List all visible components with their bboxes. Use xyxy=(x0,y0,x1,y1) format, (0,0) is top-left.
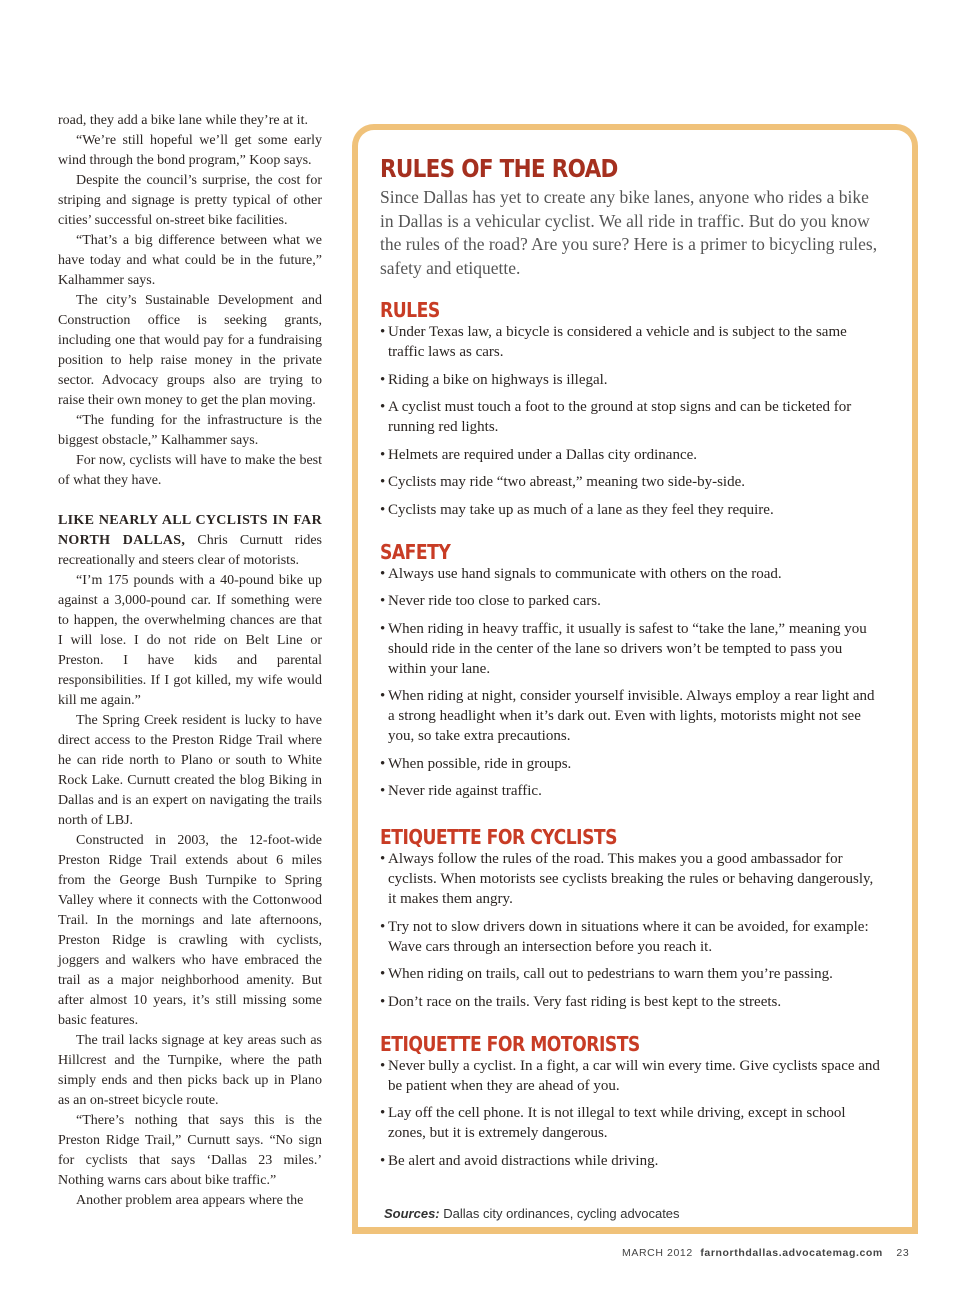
list-item: • Never bully a cyclist. In a fight, a car will win every time. Give cyclists space and be patient when they are ahead of you. xyxy=(380,1057,880,1094)
sidebar-content xyxy=(380,154,880,1178)
article-paragraph: The trail lacks signage at key areas such as Hillcrest and the Turnpike, where the path simply ends and then picks back up in Plano as an on-street bicycle route. xyxy=(58,1033,322,1108)
section-heading: RULES xyxy=(380,298,440,322)
bullet-icon: • xyxy=(380,1152,386,1169)
list-item: • Riding a bike on highways is illegal. xyxy=(380,371,608,388)
list-item: • Cyclists may take up as much of a lane as they feel they require. xyxy=(380,501,774,518)
list-item: • Be alert and avoid distractions while driving. xyxy=(380,1152,659,1169)
list-item: • Cyclists may ride “two abreast,” meaning two side-by-side. xyxy=(380,474,745,490)
section-safety xyxy=(380,540,880,802)
bullet-icon: • xyxy=(380,565,386,582)
page-footer xyxy=(622,1247,909,1259)
article-paragraph: Despite the council’s surprise, the cost for striping and signage is pretty typical of other cities’ successful on-street bike facilities. xyxy=(58,173,322,228)
section-heading: SAFETY xyxy=(380,539,451,564)
list-item: • When riding at night, consider yourself invisible. Always employ a rear light and a strong headlight when it’s dark out. Even with lights, motorists might not see you, so take extra precautions. xyxy=(380,688,875,744)
sidebar-intro: Since Dallas has yet to create any bike lanes, anyone who rides a bike in Dallas is a vehicular cyclist. We all ride in traffic. But do you know the rules of the road? Are you sure? Here is a primer to bicycling rules, safety and etiquette. xyxy=(380,187,878,278)
bullet-icon: • xyxy=(380,324,386,340)
bullet-icon: • xyxy=(380,620,386,637)
list-item: • Never ride against traffic. xyxy=(380,783,542,799)
bullet-icon: • xyxy=(380,474,386,490)
sources-label: Sources: xyxy=(384,1206,440,1221)
article-paragraph: “There’s nothing that says this is the Preston Ridge Trail,” Curnutt says. “No sign for cyclists that says ‘Dallas 23 miles.’ Nothing warns cars about bike traffic.” xyxy=(58,1113,322,1188)
section-etiquette-motorists xyxy=(380,1032,880,1171)
section-etiquette-cyclists xyxy=(380,825,880,1012)
bullet-icon: • xyxy=(380,993,386,1010)
bullet-icon: • xyxy=(380,593,386,609)
article-paragraph: The Spring Creek resident is lucky to have direct access to the Preston Ridge Trail where he can ride north to Plano or south to White Rock Lake. Curnutt created the blog Biking in Dallas and is an expert on navigating the trails north of LBJ. xyxy=(58,713,322,828)
lead-in-text: Chris Curnutt rides recreationally and steers clear of motorists. xyxy=(58,533,322,568)
bullet-icon: • xyxy=(380,399,386,415)
bullet-icon: • xyxy=(380,755,386,772)
section-lead-paragraph xyxy=(58,511,322,571)
bullet-icon: • xyxy=(380,1105,386,1121)
etiquette-cyclists-list xyxy=(380,849,880,1012)
article-paragraph: “The funding for the infrastructure is the biggest obstacle,” Kalhammer says. xyxy=(58,413,322,448)
etiquette-motorists-list xyxy=(380,1056,880,1171)
section-rules xyxy=(380,298,880,520)
list-item: • Always follow the rules of the road. This makes you a good ambassador for cyclists. When motorists see cyclists breaking the rules or behaving dangerously, it makes them angry. xyxy=(380,851,874,907)
article-paragraph: Another problem area appears where the xyxy=(76,1193,304,1208)
section-heading: ETIQUETTE FOR MOTORISTS xyxy=(380,1031,640,1056)
article-paragraph: Constructed in 2003, the 12-foot-wide Preston Ridge Trail extends about 6 miles from the George Bush Turnpike to Spring Valley where it connects with the Cottonwood Trail. In the mornings and late afternoons, Preston Ridge is crawling with cyclists, joggers and walkers who have embraced the trail as a major neighborhood amenity. But after almost 10 years, it’s still missing some basic features. xyxy=(58,833,322,1028)
sidebar-title: RULES OF THE ROAD xyxy=(380,154,618,183)
list-item: • When riding in heavy traffic, it usually is safest to “take the lane,” meaning you should ride in the center of the lane so drivers won’t be tempted to pass you within your lane. xyxy=(380,620,867,677)
list-item: • Try not to slow drivers down in situations where it can be avoided, for example: Wave cars through an intersection before you reach it. xyxy=(380,918,869,955)
bullet-icon: • xyxy=(380,446,386,463)
bullet-icon: • xyxy=(380,966,386,982)
bullet-icon: • xyxy=(380,851,386,867)
article-column xyxy=(58,111,322,1211)
bullet-icon: • xyxy=(380,918,386,935)
list-item: • When riding on trails, call out to pedestrians to warn them you’re passing. xyxy=(380,966,833,982)
article-paragraph: “That’s a big difference between what we have today and what could be in the future,” Kalhammer says. xyxy=(58,233,322,288)
list-item: • Helmets are required under a Dallas city ordinance. xyxy=(380,446,698,463)
bullet-icon: • xyxy=(380,1057,386,1074)
safety-list xyxy=(380,564,880,802)
sources-note xyxy=(384,1206,680,1221)
page-number: 23 xyxy=(896,1247,910,1259)
rules-list xyxy=(380,322,880,520)
list-item: • Don’t race on the trails. Very fast riding is best kept to the streets. xyxy=(380,993,782,1010)
article-paragraph: road, they add a bike lane while they’re at it. xyxy=(58,113,308,128)
article-paragraph: For now, cyclists will have to make the best of what they have. xyxy=(58,453,322,488)
rules-sidebar xyxy=(352,124,918,1234)
bullet-icon: • xyxy=(380,688,386,704)
lead-in-caps: LIKE NEARLY ALL CYCLISTS IN FAR NORTH DALLAS, xyxy=(58,513,322,548)
list-item: • When possible, ride in groups. xyxy=(380,755,572,772)
bullet-icon: • xyxy=(380,783,386,799)
bullet-icon: • xyxy=(380,501,386,518)
section-heading: ETIQUETTE FOR CYCLISTS xyxy=(380,825,618,849)
article-paragraph: The city’s Sustainable Development and Construction office is seeking grants, including one that would pay for a fundraising position to help raise money in the private sector. Advocacy groups also are trying to raise their own money to get the plan moving. xyxy=(58,293,322,408)
list-item: • Never ride too close to parked cars. xyxy=(380,593,601,609)
article-paragraph: “I’m 175 pounds with a 40-pound bike up against a 3,000-pound car. If something were to happen, the overwhelming chances are that I will lose. I do not ride on Belt Line or Preston. I have kids and parental responsibilities. If I got killed, my wife would kill me again.” xyxy=(58,573,322,708)
list-item: • Under Texas law, a bicycle is considered a vehicle and is subject to the same traffic laws as cars. xyxy=(380,324,847,360)
sources-text: Dallas city ordinances, cycling advocates xyxy=(439,1206,680,1221)
list-item: • Always use hand signals to communicate with others on the road. xyxy=(380,565,782,582)
list-item: • A cyclist must touch a foot to the ground at stop signs and can be ticketed for running red lights. xyxy=(380,399,852,435)
list-item: • Lay off the cell phone. It is not illegal to text while driving, except in school zones, but it is extremely dangerous. xyxy=(380,1105,846,1141)
website-url: farnorthdallas.advocatemag.com xyxy=(700,1247,883,1259)
article-paragraph: “We’re still hopeful we’ll get some early wind through the bond program,” Koop says. xyxy=(58,133,322,168)
issue-date: MARCH 2012 xyxy=(622,1247,693,1259)
bullet-icon: • xyxy=(380,371,386,388)
